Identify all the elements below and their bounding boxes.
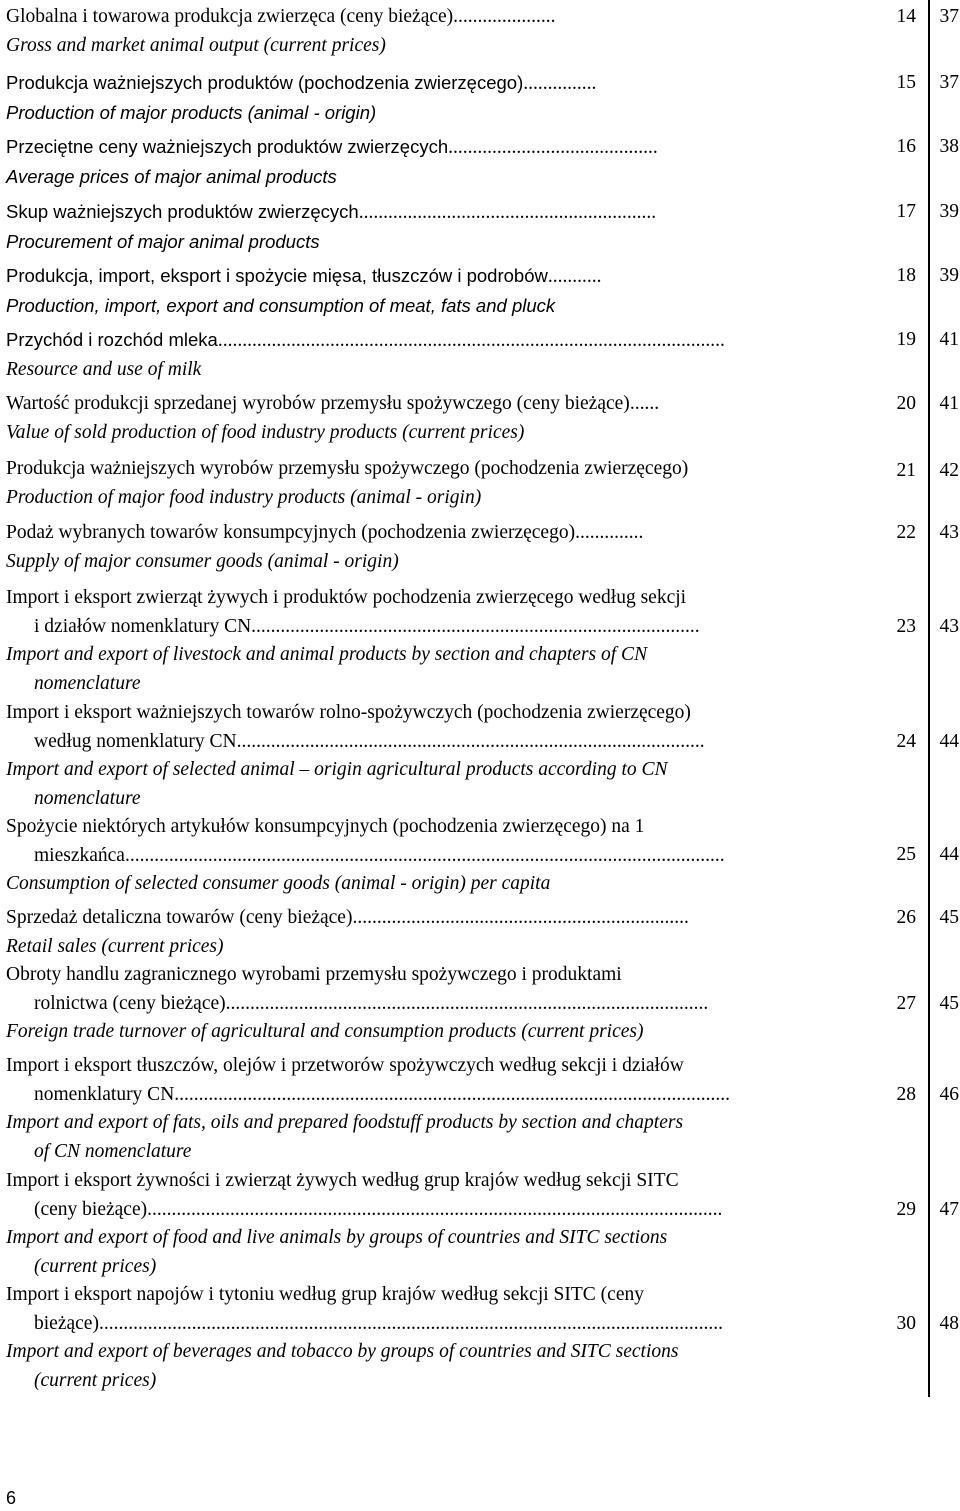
entry-title-en: Gross and market animal output (current prices) — [6, 34, 386, 56]
entry-title-en-continuation: of CN nomenclature — [34, 1140, 192, 1162]
entry-title-pl: Sprzedaż detaliczna towarów (ceny bieżące) — [6, 907, 353, 928]
table-number: 24 — [896, 731, 916, 752]
table-number: 28 — [896, 1084, 916, 1105]
page-reference: 45 — [939, 907, 959, 928]
entry-title-en: Value of sold production of food industry products (current prices) — [6, 421, 525, 443]
toc-entry — [6, 262, 960, 320]
entry-title-pl-line2: (ceny bieżące) — [34, 1198, 148, 1220]
entry-title-en: Retail sales (current prices) — [6, 935, 224, 957]
entry-title-en: Production of major products (animal - origin) — [6, 101, 377, 123]
table-number: 26 — [896, 907, 916, 928]
entry-title-pl-line2: nomenklatury CN — [34, 1083, 175, 1105]
toc-entry — [6, 699, 960, 813]
page-reference: 46 — [939, 1084, 959, 1105]
page-reference: 41 — [939, 393, 959, 414]
table-number: 15 — [896, 72, 916, 93]
toc-entry — [6, 904, 960, 961]
entry-title-en: Consumption of selected consumer goods (animal - origin) per capita — [6, 873, 551, 895]
entry-title-pl: Import i eksport zwierząt żywych i produktów pochodzenia zwierzęcego według sekcji — [6, 587, 687, 608]
entry-title-en: Procurement of major animal products — [6, 230, 320, 252]
entry-title-pl: Przeciętne ceny ważniejszych produktów zwierzęcych — [6, 136, 449, 157]
toc-entry — [6, 326, 960, 384]
page-number: 6 — [6, 1488, 17, 1508]
leader-dots: ...................................................................................................................... — [147, 1198, 723, 1220]
entry-title-pl-line2: rolnictwa (ceny bieżące) — [34, 992, 226, 1014]
page-reference: 47 — [939, 1199, 959, 1220]
page-reference: 48 — [939, 1313, 959, 1334]
table-number: 18 — [896, 265, 916, 286]
page-reference: 43 — [939, 522, 959, 543]
toc-entry — [6, 390, 960, 447]
page-reference: 37 — [939, 6, 959, 27]
entry-title-pl: Import i eksport napojów i tytoniu według grup krajów według sekcji SITC (ceny — [6, 1284, 644, 1305]
leader-dots: .............. — [575, 522, 644, 543]
toc-entry — [6, 198, 960, 256]
page-reference: 44 — [939, 731, 959, 752]
entry-title-pl-line2: mieszkańca — [34, 844, 125, 866]
entry-title-en: Production of major food industry products (animal - origin) — [6, 486, 482, 508]
entry-title-en-continuation: nomenclature — [34, 672, 141, 694]
entry-title-pl-line — [6, 455, 856, 484]
table-number: 17 — [896, 201, 916, 222]
entry-title-pl: Import i eksport ważniejszych towarów rolno-spożywczych (pochodzenia zwierzęcego) — [6, 702, 691, 723]
toc-entry — [6, 519, 960, 576]
entry-title-en-continuation: nomenclature — [34, 787, 141, 809]
entry-title-pl-line — [6, 326, 856, 356]
entry-title-en: Resource and use of milk — [6, 358, 202, 380]
entry-title-pl-continuation — [6, 1196, 856, 1225]
entry-title-en: Import and export of livestock and animal products by section and chapters of CN — [6, 644, 648, 666]
toc-entry — [6, 3, 960, 60]
leader-dots: ................................................................................................................................ — [98, 1312, 723, 1334]
page-reference: 43 — [939, 616, 959, 637]
entry-title-en: Supply of major consumer goods (animal - origin) — [6, 550, 399, 572]
table-number: 21 — [896, 460, 916, 481]
page-reference: 44 — [939, 844, 959, 865]
entry-title-pl: Globalna i towarowa produkcja zwierzęca (ceny bieżące) — [6, 6, 454, 27]
entry-title-pl-continuation — [6, 1310, 856, 1339]
toc-entry — [6, 133, 960, 191]
entry-title-pl: Wartość produkcji sprzedanej wyrobów przemysłu spożywczego (ceny bieżące) — [6, 393, 630, 414]
table-number: 23 — [896, 616, 916, 637]
entry-title-pl-line2: bieżące) — [34, 1312, 99, 1334]
entry-title-en: Import and export of fats, oils and prepared foodstuff products by section and chapters — [6, 1112, 684, 1134]
entry-title-pl-line — [6, 519, 856, 548]
toc-entry — [6, 1281, 960, 1395]
entry-title-pl: Obroty handlu zagranicznego wyrobami przemysłu spożywczego i produktami — [6, 964, 622, 985]
toc-entry — [6, 69, 960, 127]
entry-title-pl-continuation — [6, 990, 856, 1019]
toc-entry — [6, 1052, 960, 1166]
toc-entry — [6, 961, 960, 1047]
toc-entry — [6, 813, 960, 899]
table-number: 22 — [896, 522, 916, 543]
entry-title-pl-line — [6, 262, 856, 292]
entry-title-pl-line — [6, 133, 856, 163]
entry-title-pl: Produkcja ważniejszych wyrobów przemysłu spożywczego (pochodzenia zwierzęcego) — [6, 458, 689, 479]
page-reference: 45 — [939, 993, 959, 1014]
entry-title-pl: Produkcja ważniejszych produktów (pochodzenia zwierzęcego) — [6, 72, 524, 93]
entry-title-pl-continuation — [6, 1081, 856, 1110]
entry-title-en-continuation: (current prices) — [34, 1369, 157, 1391]
table-number: 25 — [896, 844, 916, 865]
entry-title-en-continuation: (current prices) — [34, 1255, 157, 1277]
entry-title-pl-continuation — [6, 613, 856, 642]
toc-entry — [6, 584, 960, 698]
entry-title-en: Average prices of major animal products — [6, 165, 337, 187]
entry-title-pl: Skup ważniejszych produktów zwierzęcych — [6, 201, 359, 222]
leader-dots: ........................................................................................................ — [217, 330, 725, 351]
entry-title-pl-line2: według nomenklatury CN — [34, 730, 237, 752]
entry-title-pl: Import i eksport żywności i zwierząt żywych według grup krajów według sekcji SITC — [6, 1170, 679, 1191]
entry-title-pl: Spożycie niektórych artykułów konsumpcyjnych (pochodzenia zwierzęcego) na 1 — [6, 816, 645, 837]
page-reference: 39 — [939, 265, 959, 286]
leader-dots: .................................................................................................................. — [174, 1083, 731, 1105]
entry-title-pl-continuation — [6, 842, 856, 871]
toc-entry — [6, 1167, 960, 1281]
entry-title-pl-line — [6, 3, 856, 32]
entry-title-en: Foreign trade turnover of agricultural and consumption products (current prices) — [6, 1021, 644, 1043]
table-number: 14 — [896, 6, 916, 27]
leader-dots: ........................................... — [448, 137, 658, 158]
table-number: 20 — [896, 393, 916, 414]
entry-title-pl-line — [6, 69, 856, 99]
entry-title-en: Import and export of food and live animals by groups of countries and SITC sections — [6, 1227, 668, 1249]
leader-dots: ........... — [547, 266, 602, 287]
table-number: 29 — [896, 1199, 916, 1220]
leader-dots: ............................................................. — [358, 202, 657, 223]
page-reference: 41 — [939, 329, 959, 350]
page-reference: 39 — [939, 201, 959, 222]
entry-title-en: Import and export of beverages and tobacco by groups of countries and SITC sections — [6, 1341, 679, 1363]
entry-title-pl-line — [6, 390, 856, 419]
entry-title-pl-line — [6, 198, 856, 228]
table-number: 30 — [896, 1313, 916, 1334]
entry-title-en: Import and export of selected animal – origin agricultural products according to CN — [6, 759, 668, 781]
entry-title-en: Production, import, export and consumption of meat, fats and pluck — [6, 294, 556, 316]
page-reference: 38 — [939, 136, 959, 157]
leader-dots: ...... — [629, 393, 660, 414]
entry-title-pl-line2: i działów nomenklatury CN — [34, 615, 252, 637]
page-reference: 42 — [939, 460, 959, 481]
entry-title-pl: Przychód i rozchód mleka — [6, 329, 218, 350]
table-number: 16 — [896, 136, 916, 157]
leader-dots: ................................................................................................... — [225, 992, 709, 1014]
leader-dots: ............................................................................................ — [251, 615, 700, 637]
entry-title-pl: Podaż wybranych towarów konsumpcyjnych (pochodzenia zwierzęcego) — [6, 522, 576, 543]
toc-entry — [6, 455, 960, 512]
leader-dots: ........................................................................................................................... — [124, 844, 725, 866]
leader-dots: ............... — [523, 73, 597, 94]
entry-title-pl-continuation — [6, 728, 856, 757]
leader-dots: ................................................................................................ — [236, 730, 705, 752]
leader-dots: ..................................................................... — [352, 907, 689, 928]
entry-title-pl-line — [6, 904, 856, 933]
page-reference: 37 — [939, 72, 959, 93]
entry-title-pl: Import i eksport tłuszczów, olejów i przetworów spożywczych według sekcji i działów — [6, 1055, 684, 1076]
leader-dots: ..................... — [453, 6, 556, 27]
table-number: 27 — [896, 993, 916, 1014]
entry-title-pl: Produkcja, import, eksport i spożycie mięsa, tłuszczów i podrobów — [6, 265, 548, 286]
table-number: 19 — [896, 329, 916, 350]
